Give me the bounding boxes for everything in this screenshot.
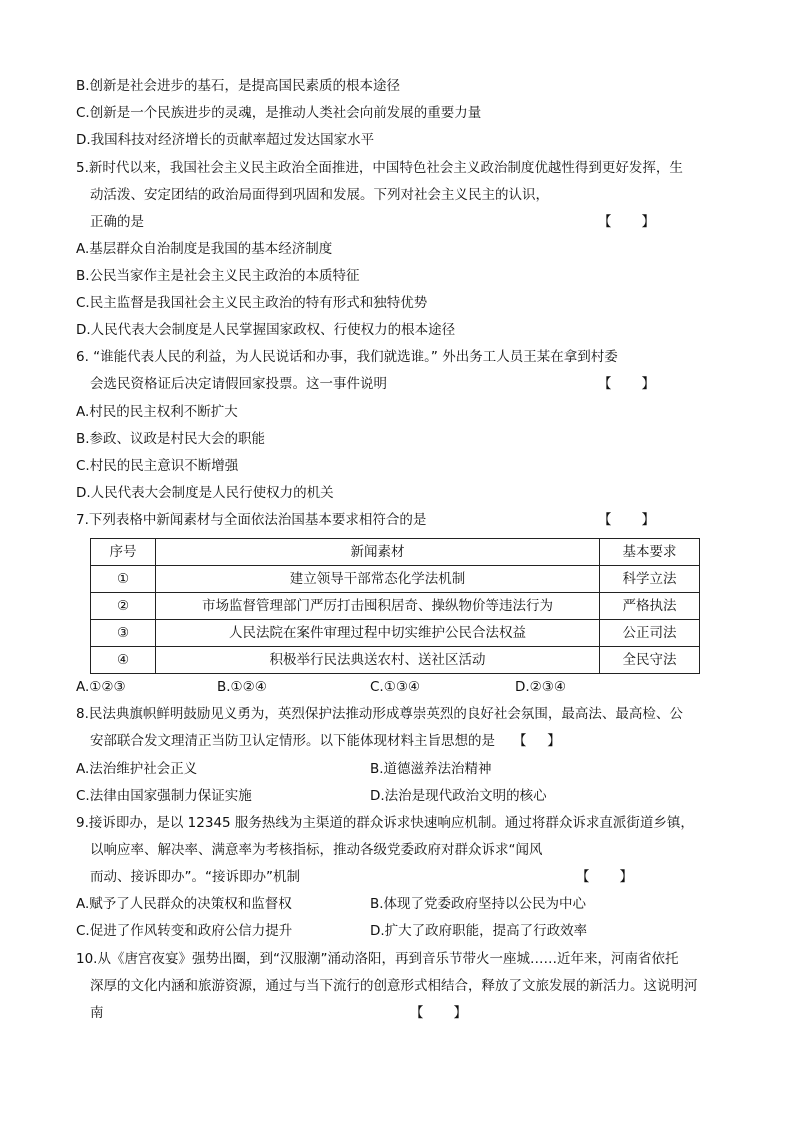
q9-stem-line-1: 9.接诉即办，是以 12345 服务热线为主渠道的群众诉求快速响应机制。通过将群众诉求直派街道乡镇， — [76, 815, 694, 831]
table-cell: ② — [91, 593, 156, 620]
table-cell: 科学立法 — [600, 566, 700, 593]
table-row — [91, 620, 700, 647]
q7-stem: 7.下列表格中新闻素材与全面依法治国基本要求相符合的是 — [76, 512, 427, 528]
table-cell: 严格执法 — [600, 593, 700, 620]
q9-option-a: A.赋予了人民群众的决策权和监督权 — [76, 896, 292, 912]
q9-option-b: B.体现了党委政府坚持以公民为中心 — [370, 896, 587, 912]
q7-option-b: B.①②④ — [217, 679, 267, 695]
q9-stem-line-3: 而动、接诉即办”。“接诉即办”机制 — [90, 869, 300, 885]
table-cell: 人民法院在案件审理过程中切实维护公民合法权益 — [156, 620, 600, 647]
q8-option-a: A.法治维护社会正义 — [76, 761, 198, 777]
answer-bracket: 【 】 — [598, 512, 656, 528]
q8-stem-line-1: 8.民法典旗帜鲜明鼓励见义勇为，英烈保护法推动形成尊崇英烈的良好社会氛围，最高法、最高检、公 — [76, 706, 683, 722]
option-b: B.创新是社会进步的基石，是提高国民素质的根本途径 — [76, 78, 401, 94]
table-row — [91, 647, 700, 674]
answer-bracket: 【 】 — [598, 376, 656, 392]
q9-option-d: D.扩大了政府职能，提高了行政效率 — [370, 923, 588, 939]
table-cell: 市场监督管理部门严厉打击囤积居奇、操纵物价等违法行为 — [156, 593, 600, 620]
q5-stem-line-3: 正确的是 — [90, 214, 144, 230]
q9-option-c: C.促进了作风转变和政府公信力提升 — [76, 923, 293, 939]
q7-option-a: A.①②③ — [76, 679, 126, 695]
table-header-row — [91, 539, 700, 566]
q5-option-b: B.公民当家作主是社会主义民主政治的本质特征 — [76, 268, 360, 284]
table-header: 序号 — [91, 539, 156, 566]
q5-option-d: D.人民代表大会制度是人民掌握国家政权、行使权力的根本途径 — [76, 322, 456, 338]
q5-stem-line-2: 动活泼、安定团结的政治局面得到巩固和发展。下列对社会主义民主的认识， — [90, 187, 549, 203]
q5-option-a: A.基层群众自治制度是我国的基本经济制度 — [76, 241, 333, 257]
table-cell: ③ — [91, 620, 156, 647]
q6-option-a: A.村民的民主权利不断扩大 — [76, 404, 238, 420]
table-cell: 公正司法 — [600, 620, 700, 647]
q6-stem-line-1: 6. “谁能代表人民的利益，为人民说话和办事，我们就选谁。” 外出务工人员王某在拿到村委 — [76, 349, 618, 365]
news-table — [90, 538, 700, 674]
q7-option-c: C.①③④ — [370, 679, 421, 695]
answer-bracket: 【 】 — [513, 733, 562, 749]
q8-option-d: D.法治是现代政治文明的核心 — [370, 788, 547, 804]
q10-stem-line-3: 南 — [90, 1005, 104, 1021]
q6-stem-line-2: 会选民资格证后决定请假回家投票。这一事件说明 — [90, 376, 387, 392]
q5-stem-line-1: 5.新时代以来，我国社会主义民主政治全面推进，中国特色社会主义政治制度优越性得到更好发挥，生 — [76, 160, 683, 176]
q8-option-b: B.道德滋养法治精神 — [370, 761, 492, 777]
answer-bracket: 【 】 — [576, 869, 634, 885]
answer-bracket: 【 】 — [598, 214, 656, 230]
q6-option-c: C.村民的民主意识不断增强 — [76, 458, 239, 474]
q9-stem-line-2: 以响应率、解决率、满意率为考核指标，推动各级党委政府对群众诉求“闻风 — [90, 842, 543, 858]
table-row — [91, 566, 700, 593]
q7-option-d: D.②③④ — [515, 679, 566, 695]
q10-stem-line-1: 10.从《唐宫夜宴》强势出圈，到“汉服潮”涌动洛阳，再到音乐节带火一座城……近年来，河南省依托 — [76, 951, 679, 967]
q6-option-b: B.参政、议政是村民大会的职能 — [76, 431, 266, 447]
table-cell: ④ — [91, 647, 156, 674]
table-cell: 建立领导干部常态化学法机制 — [156, 566, 600, 593]
table-cell: 全民守法 — [600, 647, 700, 674]
option-c: C.创新是一个民族进步的灵魂，是推动人类社会向前发展的重要力量 — [76, 105, 482, 121]
table-cell: 积极举行民法典送农村、送社区活动 — [156, 647, 600, 674]
table-cell: ① — [91, 566, 156, 593]
answer-bracket: 【 】 — [410, 1005, 468, 1021]
table-row — [91, 593, 700, 620]
q8-option-c: C.法律由国家强制力保证实施 — [76, 788, 252, 804]
option-d: D.我国科技对经济增长的贡献率超过发达国家水平 — [76, 132, 375, 148]
q10-stem-line-2: 深厚的文化内涵和旅游资源，通过与当下流行的创意形式相结合，释放了文旅发展的新活力。这说明河 — [90, 978, 698, 994]
q6-option-d: D.人民代表大会制度是人民行使权力的机关 — [76, 485, 334, 501]
q5-option-c: C.民主监督是我国社会主义民主政治的特有形式和独特优势 — [76, 295, 428, 311]
table-header: 新闻素材 — [156, 539, 600, 566]
q8-stem-line-2: 安部联合发文理清正当防卫认定情形。以下能体现材料主旨思想的是 — [90, 733, 495, 749]
table-header: 基本要求 — [600, 539, 700, 566]
